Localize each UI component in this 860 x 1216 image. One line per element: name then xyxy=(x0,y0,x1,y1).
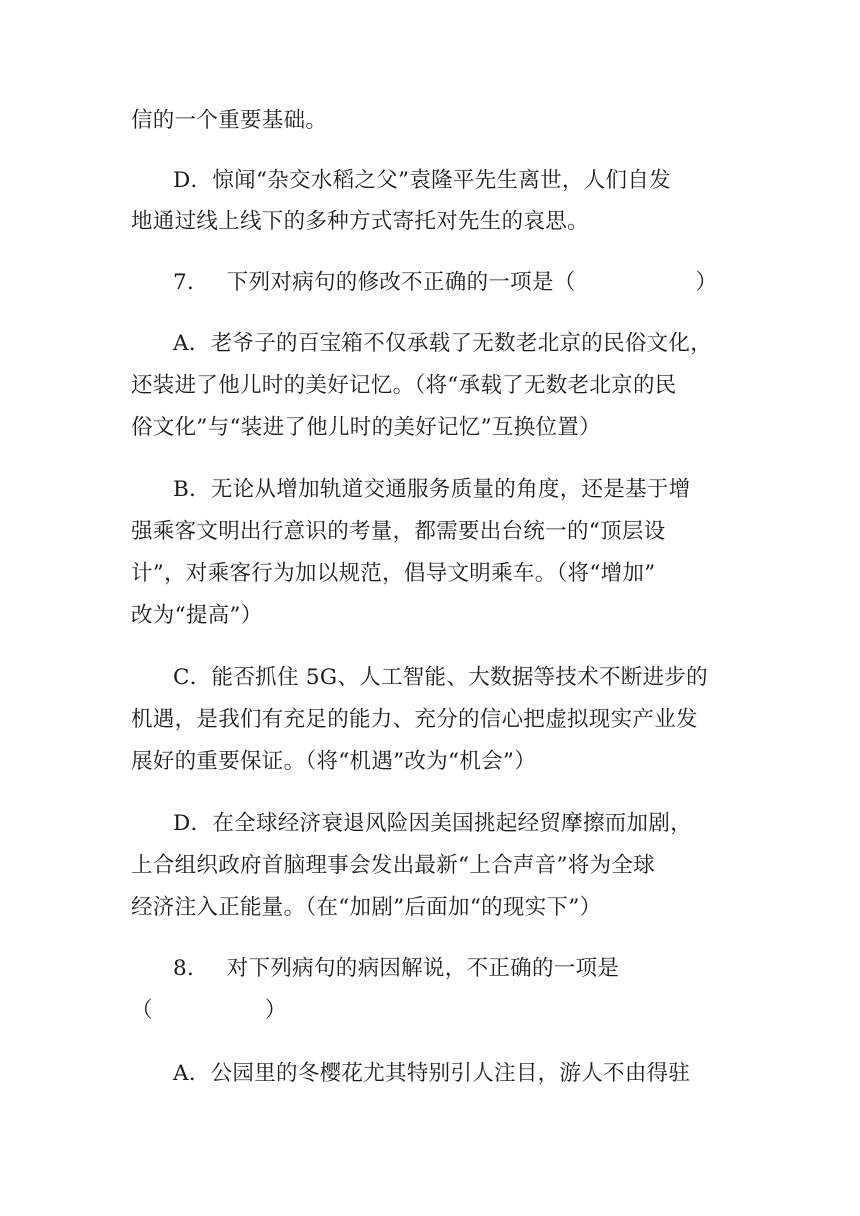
text-line-prev-end: 信的一个重要基础。 xyxy=(131,108,328,133)
question-7-stem xyxy=(173,268,717,298)
option-7b-line-2: 强乘客文明出行意识的考量，都需要出台统一的“顶层设 xyxy=(131,519,666,544)
option-6d-line-2: 地通过线上线下的多种方式寄托对先生的哀思。 xyxy=(131,209,589,234)
option-7d-line-2: 上合组织政府首脑理事会发出最新“上合声音”将为全球 xyxy=(131,853,655,878)
option-7d-line-1: D．在全球经济衰退风险因美国挑起经贸摩擦而加剧， xyxy=(173,811,692,836)
option-7c-line-3: 展好的重要保证。（将“机遇”改为“机会”） xyxy=(131,749,537,774)
question-7-number: 7． xyxy=(173,270,209,295)
option-7c-line-1: C．能否抓住 5G、人工智能、大数据等技术不断进步的 xyxy=(173,665,708,690)
option-8a-line-1: A．公园里的冬樱花尤其特别引人注目，游人不由得驻 xyxy=(173,1061,691,1086)
option-7b-line-3: 计”，对乘客行为加以规范，倡导文明乘车。（将“增加” xyxy=(131,561,656,586)
question-7-text: 下列对病句的修改不正确的一项是（ xyxy=(226,270,576,295)
question-8-close-paren: ） xyxy=(264,998,287,1023)
option-7d-line-3: 经济注入正能量。（在“加剧”后面加“的现实下”） xyxy=(131,895,602,920)
question-8-text: 对下列病句的病因解说，不正确的一项是 xyxy=(226,956,620,981)
question-8-answer-paren xyxy=(131,996,287,1026)
option-7a-line-3: 俗文化”与“装进了他儿时的美好记忆”互换位置） xyxy=(131,415,601,440)
option-7a-line-1: A．老爷子的百宝箱不仅承载了无数老北京的民俗文化， xyxy=(173,331,713,356)
question-8-number: 8． xyxy=(173,956,209,981)
question-8-stem xyxy=(173,954,619,984)
question-8-open-paren: （ xyxy=(131,998,153,1023)
option-7b-line-1: B．无论从增加轨道交通服务质量的角度，还是基于增 xyxy=(173,477,691,502)
option-7c-line-2: 机遇，是我们有充足的能力、充分的信心把虚拟现实产业发 xyxy=(131,707,698,732)
option-6d-line-1: D．惊闻“杂交水稻之父”袁隆平先生离世，人们自发 xyxy=(173,168,671,193)
option-7a-line-2: 还装进了他儿时的美好记忆。（将“承载了无数老北京的民 xyxy=(131,373,677,398)
question-7-close-paren: ） xyxy=(695,270,718,295)
option-7b-line-4: 改为“提高”） xyxy=(131,603,263,628)
